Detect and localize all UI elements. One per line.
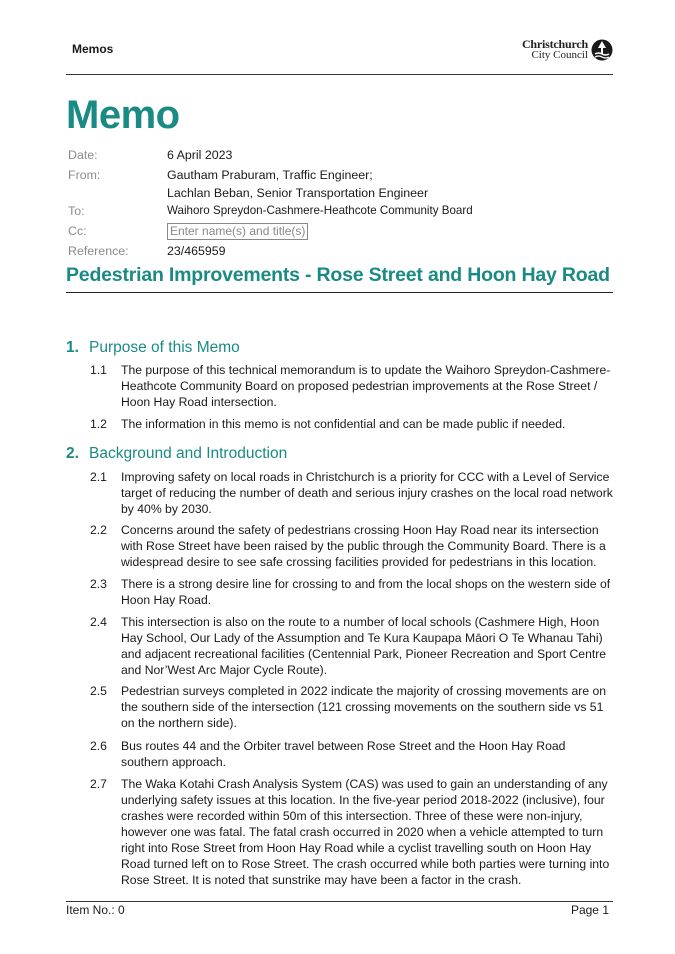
logo-line-1: Christchurch — [521, 37, 588, 51]
date-label: Date: — [68, 148, 98, 162]
section-number: 1. — [66, 339, 79, 356]
numbered-paragraph — [90, 576, 620, 608]
paragraph-number: 2.6 — [90, 739, 107, 753]
paragraph-number: 2.1 — [90, 470, 107, 484]
from-row — [68, 166, 568, 202]
section-heading — [66, 445, 287, 463]
memo-subject — [66, 264, 613, 293]
paragraph-text: The Waka Kotahi Crash Analysis System (CAS) was used to gain an understanding of any underlying safety issues at this location. In the five-year period 2018-2022 (inclusive), four crashes were recorded within 50m of this intersection. Three of these were non-injury, however one was fatal. The fatal crash occurred in 2020 when a vehicle attempted to turn right into Rose Street from Hoon Hay Road while a cyclist travelling south on Hoon Hay Road turned left on to Rose Street. The crash occurred while both parties were turning into Rose Street. It is noted that sunstrike may have been a factor in the crash. — [121, 777, 610, 887]
item-number: Item No.: 0 — [66, 903, 125, 917]
council-logo — [522, 39, 613, 61]
numbered-paragraph — [90, 416, 620, 432]
numbered-paragraph — [90, 469, 620, 517]
memo-metadata — [68, 146, 568, 262]
numbered-paragraph — [90, 614, 620, 678]
header-label: Memos — [72, 42, 114, 56]
date-value: 6 April 2023 — [167, 148, 233, 162]
cc-field[interactable]: Enter name(s) and title(s) — [167, 223, 308, 240]
cc-label: Cc: — [68, 224, 87, 238]
paragraph-text: Improving safety on local roads in Christchurch is a priority for CCC with a Level of Service target of reducing the number of death and serious injury crashes on the local road network by 40% by 2030. — [121, 470, 613, 516]
section-number: 2. — [66, 445, 79, 462]
paragraph-number: 1.1 — [90, 363, 107, 377]
paragraph-text: Concerns around the safety of pedestrians crossing Hoon Hay Road near its intersection with Rose Street have been raised by the public through the Community Board. There is a widespread desire to see safe crossing facilities provided for pedestrians in this location. — [121, 523, 606, 569]
reference-label: Reference: — [68, 244, 129, 258]
paragraph-number: 2.5 — [90, 684, 107, 698]
subject-text: Pedestrian Improvements - Rose Street and Hoon Hay Road — [66, 264, 610, 286]
page-footer — [66, 901, 613, 917]
page-number: Page 1 — [570, 903, 609, 917]
from-value-1: Gautham Praburam, Traffic Engineer; — [167, 168, 373, 182]
from-label: From: — [68, 168, 101, 182]
council-crest-icon — [591, 39, 613, 61]
section-title: Background and Introduction — [89, 445, 288, 462]
reference-row — [68, 242, 568, 262]
logo-line-2: City Council — [531, 49, 588, 61]
paragraph-text: There is a strong desire line for crossing to and from the local shops on the western side of Hoon Hay Road. — [121, 577, 611, 607]
section-title: Purpose of this Memo — [89, 339, 240, 356]
to-value: Waihoro Spreydon-Cashmere-Heathcote Community Board — [167, 204, 473, 217]
numbered-paragraph — [90, 362, 620, 410]
numbered-paragraph — [90, 522, 620, 570]
paragraph-text: Pedestrian surveys completed in 2022 indicate the majority of crossing movements are on the southern side of the intersection (121 crossing movements on the southern side vs 51 on the northern side). — [121, 684, 607, 730]
section-heading — [66, 339, 240, 357]
paragraph-number: 2.3 — [90, 577, 107, 591]
paragraph-number: 2.7 — [90, 777, 107, 791]
from-value-2: Lachlan Beban, Senior Transportation Engineer — [167, 186, 429, 200]
paragraph-text: Bus routes 44 and the Orbiter travel between Rose Street and the Hoon Hay Road southern approach. — [121, 739, 566, 769]
cc-row — [68, 222, 568, 242]
paragraph-text: The information in this memo is not confidential and can be made public if needed. — [121, 417, 566, 431]
to-row — [68, 202, 568, 222]
numbered-paragraph — [90, 776, 620, 888]
paragraph-number: 1.2 — [90, 417, 107, 431]
paragraph-number: 2.4 — [90, 615, 107, 629]
page-header — [66, 38, 613, 75]
paragraph-number: 2.2 — [90, 523, 107, 537]
date-row — [68, 146, 568, 166]
numbered-paragraph — [90, 683, 620, 731]
to-label: To: — [68, 204, 85, 218]
memo-title: Memo — [66, 93, 180, 137]
paragraph-text: The purpose of this technical memorandum is to update the Waihoro Spreydon-Cashmere-Heathcote Community Board on proposed pedestrian improvements at the Rose Street / Hoon Hay Road intersection. — [121, 363, 611, 409]
paragraph-text: This intersection is also on the route to a number of local schools (Cashmere High, Hoon Hay School, Our Lady of the Assumption and Te Kura Kaupapa Māori O Te Whanau Tahi) and adjacent recreational facilities (Centennial Park, Pioneer Recreation and Sport Centre and Nor’West Arc Major Cycle Route). — [121, 615, 607, 677]
reference-value: 23/465959 — [167, 244, 226, 258]
numbered-paragraph — [90, 738, 620, 770]
